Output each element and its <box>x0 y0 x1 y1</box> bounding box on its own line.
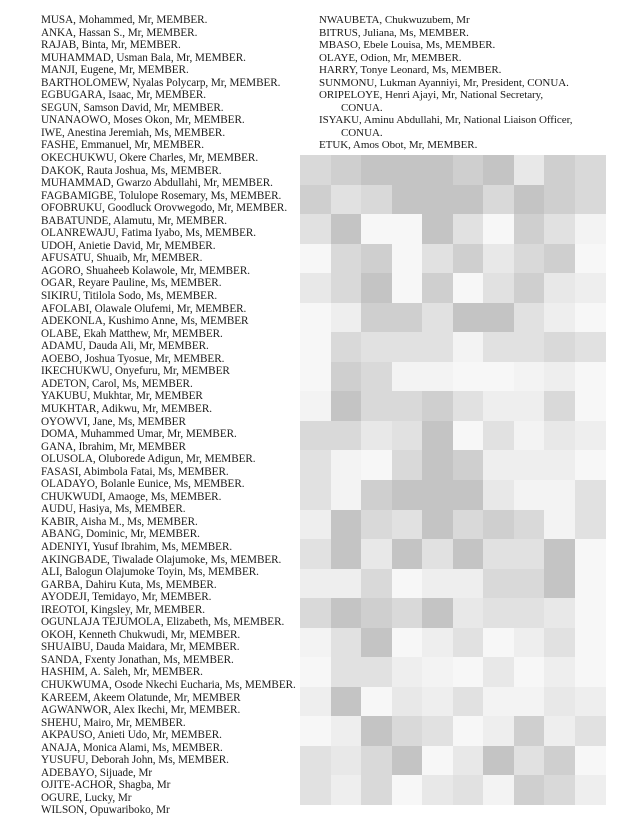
redaction-pixel <box>514 569 545 599</box>
member-entry: ADETON, Carol, Ms, MEMBER. <box>41 377 193 390</box>
redaction-pixel <box>514 539 545 569</box>
redaction-pixel <box>361 716 392 746</box>
redaction-pixel <box>392 598 423 628</box>
redaction-pixel <box>422 450 453 480</box>
member-entry: IREOTOI, Kingsley, Mr, MEMBER. <box>41 603 205 616</box>
redaction-pixel <box>575 628 606 658</box>
redaction-pixel <box>544 421 575 451</box>
member-entry: SANDA, Fxenty Jonathan, Ms, MEMBER. <box>41 653 234 666</box>
redaction-pixel <box>422 244 453 274</box>
redaction-pixel <box>514 687 545 717</box>
redaction-pixel <box>575 155 606 185</box>
redaction-pixel <box>544 362 575 392</box>
member-list-right-column <box>319 14 611 152</box>
redaction-pixel <box>453 155 484 185</box>
redaction-pixel <box>300 657 331 687</box>
redaction-pixel <box>453 214 484 244</box>
redaction-pixel <box>575 185 606 215</box>
redaction-pixel <box>514 332 545 362</box>
redaction-pixel <box>361 155 392 185</box>
redaction-pixel <box>453 746 484 776</box>
member-entry: OLUSOLA, Oluborede Adigun, Mr, MEMBER. <box>41 453 256 466</box>
redaction-pixel <box>422 391 453 421</box>
redaction-pixel <box>483 303 514 333</box>
member-entry: RAJAB, Binta, Mr, MEMBER. <box>41 39 181 52</box>
member-entry: BABATUNDE, Alamutu, Mr, MEMBER. <box>41 214 228 227</box>
redaction-pixel <box>392 244 423 274</box>
member-entry: FAGBAMIGBE, Tolulope Rosemary, Ms, MEMBER. <box>41 189 282 202</box>
member-entry: ALI, Balogun Olajumoke Toyin, Ms, MEMBER. <box>41 566 259 579</box>
redaction-pixel <box>422 598 453 628</box>
redaction-pixel <box>392 214 423 244</box>
member-entry: OLADAYO, Bolanle Eunice, Ms, MEMBER. <box>41 478 245 491</box>
member-entry: DAKOK, Rauta Joshua, Ms, MEMBER. <box>41 164 222 177</box>
redaction-pixel <box>300 362 331 392</box>
redaction-pixel <box>575 510 606 540</box>
redaction-pixel <box>514 657 545 687</box>
redaction-pixel <box>300 421 331 451</box>
redaction-pixel <box>575 273 606 303</box>
redaction-pixel <box>575 303 606 333</box>
member-entry: FASHE, Emmanuel, Mr, MEMBER. <box>41 139 204 152</box>
redaction-pixel <box>331 421 362 451</box>
redaction-pixel <box>544 657 575 687</box>
member-entry: EGBUGARA, Isaac, Mr, MEMBER. <box>41 89 207 102</box>
redaction-pixel <box>544 185 575 215</box>
redaction-pixel <box>300 539 331 569</box>
member-entry: SHUAIBU, Dauda Maidara, Mr, MEMBER. <box>41 641 240 654</box>
redaction-pixel <box>300 214 331 244</box>
redaction-pixel <box>392 628 423 658</box>
redaction-pixel <box>392 687 423 717</box>
member-entry: GARBA, Dahiru Kuta, Ms, MEMBER. <box>41 578 217 591</box>
member-entry: HARRY, Tonye Leonard, Ms, MEMBER. <box>319 64 502 77</box>
redaction-pixel <box>331 539 362 569</box>
redaction-pixel <box>331 598 362 628</box>
redaction-pixel <box>544 332 575 362</box>
redaction-pixel <box>361 362 392 392</box>
redaction-pixel <box>483 480 514 510</box>
redaction-pixel <box>483 598 514 628</box>
member-entry: ABANG, Dominic, Mr, MEMBER. <box>41 528 200 541</box>
redaction-pixel <box>453 480 484 510</box>
redaction-pixel <box>453 569 484 599</box>
redaction-pixel <box>361 303 392 333</box>
redaction-pixel <box>483 687 514 717</box>
member-entry: OYOWVI, Jane, Ms, MEMBER <box>41 415 186 428</box>
member-entry-continuation: CONUA. <box>341 101 383 114</box>
redaction-pixel <box>453 510 484 540</box>
redaction-pixel <box>483 214 514 244</box>
member-entry: HASHIM, A. Saleh, Mr, MEMBER. <box>41 666 203 679</box>
redaction-pixel <box>422 214 453 244</box>
member-entry: ANKA, Hassan S., Mr, MEMBER. <box>41 26 198 39</box>
redaction-pixel <box>453 362 484 392</box>
redaction-pixel <box>575 362 606 392</box>
redaction-pixel <box>575 746 606 776</box>
redaction-pixel <box>300 746 331 776</box>
redaction-pixel <box>544 214 575 244</box>
redaction-pixel <box>361 628 392 658</box>
redaction-pixel <box>483 716 514 746</box>
redaction-pixel <box>514 185 545 215</box>
redacted-pixelated-region <box>300 155 605 805</box>
redaction-pixel <box>544 155 575 185</box>
redaction-pixel <box>575 391 606 421</box>
redaction-pixel <box>361 244 392 274</box>
redaction-pixel <box>361 450 392 480</box>
member-entry: YAKUBU, Mukhtar, Mr, MEMBER <box>41 390 203 403</box>
redaction-pixel <box>392 332 423 362</box>
member-entry: AKINGBADE, Tiwalade Olajumoke, Ms, MEMBER. <box>41 553 282 566</box>
redaction-pixel <box>422 155 453 185</box>
redaction-pixel <box>361 539 392 569</box>
member-entry: BARTHOLOMEW, Nyalas Polycarp, Mr, MEMBER. <box>41 76 281 89</box>
member-entry: OJITE-ACHOR, Shagba, Mr <box>41 779 171 792</box>
member-entry: MUKHTAR, Adikwu, Mr, MEMBER. <box>41 402 212 415</box>
redaction-pixel <box>453 244 484 274</box>
redaction-pixel <box>392 362 423 392</box>
redaction-pixel <box>575 421 606 451</box>
redaction-pixel <box>392 273 423 303</box>
member-entry: IKECHUKWU, Onyefuru, Mr, MEMBER <box>41 365 230 378</box>
redaction-pixel <box>575 214 606 244</box>
redaction-pixel <box>300 273 331 303</box>
redaction-pixel <box>544 775 575 805</box>
member-entry: ADAMU, Dauda Ali, Mr, MEMBER. <box>41 340 209 353</box>
redaction-pixel <box>392 657 423 687</box>
redaction-pixel <box>331 273 362 303</box>
member-entry: BITRUS, Juliana, Ms, MEMBER. <box>319 26 469 39</box>
redaction-pixel <box>392 539 423 569</box>
redaction-pixel <box>483 421 514 451</box>
redaction-pixel <box>483 273 514 303</box>
redaction-pixel <box>300 244 331 274</box>
member-entry: AGORO, Shuaheeb Kolawole, Mr, MEMBER. <box>41 264 251 277</box>
redaction-pixel <box>361 214 392 244</box>
redaction-pixel <box>544 716 575 746</box>
redaction-pixel <box>392 716 423 746</box>
redaction-pixel <box>544 450 575 480</box>
member-entry: ETUK, Amos Obot, Mr, MEMBER. <box>319 139 478 152</box>
redaction-pixel <box>514 775 545 805</box>
redaction-pixel <box>514 244 545 274</box>
member-entry: AFOLABI, Olawale Olufemi, Mr, MEMBER. <box>41 302 247 315</box>
redaction-pixel <box>300 185 331 215</box>
redaction-pixel <box>483 539 514 569</box>
redaction-pixel <box>361 598 392 628</box>
redaction-pixel <box>422 332 453 362</box>
member-entry: FASASI, Abimbola Fatai, Ms, MEMBER. <box>41 465 229 478</box>
redaction-pixel <box>544 628 575 658</box>
member-entry: OGAR, Reyare Pauline, Ms, MEMBER. <box>41 277 222 290</box>
redaction-pixel <box>392 303 423 333</box>
redaction-pixel <box>544 391 575 421</box>
redaction-pixel <box>483 746 514 776</box>
member-entry: OFOBRUKU, Goodluck Orovwegodo, Mr, MEMBER. <box>41 202 288 215</box>
redaction-pixel <box>453 716 484 746</box>
redaction-pixel <box>392 775 423 805</box>
member-entry: GANA, Ibrahim, Mr, MEMBER <box>41 440 186 453</box>
redaction-pixel <box>331 391 362 421</box>
member-entry: KAREEM, Akeem Olatunde, Mr, MEMBER <box>41 691 241 704</box>
redaction-pixel <box>514 598 545 628</box>
redaction-pixel <box>300 155 331 185</box>
redaction-pixel <box>575 480 606 510</box>
redaction-pixel <box>514 155 545 185</box>
redaction-pixel <box>514 480 545 510</box>
redaction-pixel <box>453 273 484 303</box>
redaction-pixel <box>575 569 606 599</box>
redaction-pixel <box>453 391 484 421</box>
redaction-pixel <box>544 273 575 303</box>
redaction-pixel <box>300 510 331 540</box>
redaction-pixel <box>331 746 362 776</box>
member-entry: ANAJA, Monica Alami, Ms, MEMBER. <box>41 741 223 754</box>
redaction-pixel <box>361 391 392 421</box>
redaction-pixel <box>300 480 331 510</box>
redaction-pixel <box>300 687 331 717</box>
redaction-pixel <box>300 628 331 658</box>
redaction-pixel <box>453 775 484 805</box>
redaction-pixel <box>544 598 575 628</box>
member-entry: YUSUFU, Deborah John, Ms, MEMBER. <box>41 754 229 767</box>
redaction-pixel <box>422 657 453 687</box>
redaction-pixel <box>544 687 575 717</box>
redaction-pixel <box>422 539 453 569</box>
member-entry: OGURE, Lucky, Mr <box>41 791 132 804</box>
redaction-pixel <box>361 510 392 540</box>
redaction-pixel <box>392 746 423 776</box>
redaction-pixel <box>361 421 392 451</box>
redaction-pixel <box>361 657 392 687</box>
member-entry: OKOH, Kenneth Chukwudi, Mr, MEMBER. <box>41 628 241 641</box>
member-entry: OLABE, Ekah Matthew, Mr, MEMBER. <box>41 327 223 340</box>
member-entry: SHEHU, Mairo, Mr, MEMBER. <box>41 716 186 729</box>
redaction-pixel <box>331 775 362 805</box>
member-entry: ADENIYI, Yusuf Ibrahim, Ms, MEMBER. <box>41 540 233 553</box>
member-entry: AYODEJI, Temidayo, Mr, MEMBER. <box>41 591 212 604</box>
redaction-pixel <box>300 775 331 805</box>
redaction-pixel <box>544 539 575 569</box>
redaction-pixel <box>422 480 453 510</box>
redaction-pixel <box>331 155 362 185</box>
redaction-pixel <box>422 775 453 805</box>
redaction-pixel <box>575 716 606 746</box>
redaction-pixel <box>392 391 423 421</box>
redaction-pixel <box>483 155 514 185</box>
member-entry: CHUKWUMA, Osode Nkechi Eucharia, Ms, MEMBER. <box>41 678 296 691</box>
redaction-pixel <box>575 687 606 717</box>
redaction-pixel <box>514 421 545 451</box>
redaction-pixel <box>331 450 362 480</box>
redaction-pixel <box>331 303 362 333</box>
redaction-pixel <box>544 569 575 599</box>
redaction-pixel <box>361 185 392 215</box>
member-entry: AOEBO, Joshua Tyosue, Mr, MEMBER. <box>41 352 225 365</box>
redaction-pixel <box>361 332 392 362</box>
redaction-pixel <box>331 569 362 599</box>
redaction-pixel <box>514 450 545 480</box>
member-entry: AUDU, Hasiya, Ms, MEMBER. <box>41 503 186 516</box>
member-entry-continuation: CONUA. <box>341 126 383 139</box>
redaction-pixel <box>544 480 575 510</box>
redaction-pixel <box>575 332 606 362</box>
redaction-pixel <box>544 510 575 540</box>
redaction-pixel <box>483 510 514 540</box>
redaction-pixel <box>422 746 453 776</box>
redaction-pixel <box>392 421 423 451</box>
redaction-pixel <box>483 391 514 421</box>
redaction-pixel <box>331 716 362 746</box>
member-entry: OLAYE, Odion, Mr, MEMBER. <box>319 51 462 64</box>
redaction-pixel <box>422 362 453 392</box>
redaction-pixel <box>392 480 423 510</box>
redaction-pixel <box>483 569 514 599</box>
member-entry: MUHAMMAD, Gwarzo Abdullahi, Mr, MEMBER. <box>41 177 273 190</box>
redaction-pixel <box>361 480 392 510</box>
redaction-pixel <box>575 657 606 687</box>
redaction-pixel <box>331 480 362 510</box>
member-entry: AFUSATU, Shuaib, Mr, MEMBER. <box>41 252 203 265</box>
redaction-pixel <box>422 303 453 333</box>
redaction-pixel <box>361 569 392 599</box>
redaction-pixel <box>331 510 362 540</box>
redaction-pixel <box>300 303 331 333</box>
redaction-pixel <box>514 391 545 421</box>
redaction-pixel <box>300 391 331 421</box>
redaction-pixel <box>331 657 362 687</box>
member-entry: MBASO, Ebele Louisa, Ms, MEMBER. <box>319 39 496 52</box>
member-entry: AKPAUSO, Anieti Udo, Mr, MEMBER. <box>41 729 222 742</box>
redaction-pixel <box>361 775 392 805</box>
redaction-pixel <box>392 450 423 480</box>
redaction-pixel <box>331 214 362 244</box>
member-entry: CHUKWUDI, Amaoge, Ms, MEMBER. <box>41 490 222 503</box>
member-entry: MUHAMMAD, Usman Bala, Mr, MEMBER. <box>41 51 246 64</box>
redaction-pixel <box>514 510 545 540</box>
redaction-pixel <box>300 332 331 362</box>
redaction-pixel <box>453 303 484 333</box>
redaction-pixel <box>544 746 575 776</box>
redaction-pixel <box>300 716 331 746</box>
redaction-pixel <box>392 185 423 215</box>
member-entry: SEGUN, Samson David, Mr, MEMBER. <box>41 101 224 114</box>
redaction-pixel <box>514 214 545 244</box>
member-entry: ADEKONLA, Kushimo Anne, Ms, MEMBER <box>41 315 249 328</box>
member-entry: ORIPELOYE, Henri Ajayi, Mr, National Secretary, <box>319 89 544 102</box>
redaction-pixel <box>361 746 392 776</box>
member-list-left-column <box>41 14 299 817</box>
member-entry: OKECHUKWU, Okere Charles, Mr, MEMBER. <box>41 152 259 165</box>
redaction-pixel <box>300 598 331 628</box>
redaction-pixel <box>331 332 362 362</box>
member-entry: WILSON, Opuwariboko, Mr <box>41 804 170 817</box>
redaction-pixel <box>422 273 453 303</box>
redaction-pixel <box>453 332 484 362</box>
redaction-pixel <box>453 539 484 569</box>
member-entry: ISYAKU, Aminu Abdullahi, Mr, National Liaison Officer, <box>319 114 573 127</box>
redaction-pixel <box>331 185 362 215</box>
member-entry: KABIR, Aisha M., Ms, MEMBER. <box>41 515 198 528</box>
redaction-pixel <box>544 244 575 274</box>
redaction-pixel <box>331 628 362 658</box>
member-entry: OGUNLAJA TEJUMOLA, Elizabeth, Ms, MEMBER. <box>41 616 285 629</box>
redaction-pixel <box>453 628 484 658</box>
member-entry: NWAUBETA, Chukwuzubem, Mr <box>319 14 470 26</box>
redaction-pixel <box>300 569 331 599</box>
redaction-pixel <box>575 539 606 569</box>
member-entry: OLANREWAJU, Fatima Iyabo, Ms, MEMBER. <box>41 227 257 240</box>
redaction-pixel <box>392 510 423 540</box>
redaction-pixel <box>453 421 484 451</box>
redaction-pixel <box>331 687 362 717</box>
redaction-pixel <box>514 628 545 658</box>
redaction-pixel <box>300 450 331 480</box>
redaction-pixel <box>361 273 392 303</box>
member-entry: SIKIRU, Titilola Sodo, Ms, MEMBER. <box>41 290 218 303</box>
redaction-pixel <box>575 244 606 274</box>
redaction-pixel <box>483 775 514 805</box>
redaction-pixel <box>453 185 484 215</box>
member-entry: UNANAOWO, Moses Okon, Mr, MEMBER. <box>41 114 245 127</box>
member-entry: MANJI, Eugene, Mr, MEMBER. <box>41 64 189 77</box>
redaction-pixel <box>422 510 453 540</box>
redaction-pixel <box>483 185 514 215</box>
redaction-pixel <box>422 716 453 746</box>
redaction-pixel <box>331 244 362 274</box>
member-entry: IWE, Anestina Jeremiah, Ms, MEMBER. <box>41 126 226 139</box>
redaction-pixel <box>483 244 514 274</box>
redaction-pixel <box>392 569 423 599</box>
redaction-pixel <box>514 362 545 392</box>
redaction-pixel <box>483 628 514 658</box>
redaction-pixel <box>514 273 545 303</box>
redaction-pixel <box>483 332 514 362</box>
redaction-pixel <box>422 687 453 717</box>
member-entry: AGWANWOR, Alex Ikechi, Mr, MEMBER. <box>41 704 241 717</box>
member-entry: SUNMONU, Lukman Ayanniyi, Mr, President, CONUA. <box>319 76 569 89</box>
redaction-pixel <box>483 657 514 687</box>
redaction-pixel <box>392 155 423 185</box>
redaction-pixel <box>453 687 484 717</box>
redaction-pixel <box>483 362 514 392</box>
member-entry: ADEBAYO, Sijuade, Mr <box>41 766 153 779</box>
redaction-pixel <box>514 303 545 333</box>
redaction-pixel <box>422 185 453 215</box>
member-entry: UDOH, Anietie David, Mr, MEMBER. <box>41 239 216 252</box>
redaction-pixel <box>483 450 514 480</box>
redaction-pixel <box>575 450 606 480</box>
redaction-pixel <box>514 746 545 776</box>
redaction-pixel <box>361 687 392 717</box>
redaction-pixel <box>514 716 545 746</box>
member-entry: MUSA, Mohammed, Mr, MEMBER. <box>41 14 208 26</box>
redaction-pixel <box>575 598 606 628</box>
redaction-pixel <box>453 657 484 687</box>
member-entry: DOMA, Muhammed Umar, Mr, MEMBER. <box>41 428 237 441</box>
redaction-pixel <box>422 569 453 599</box>
redaction-pixel <box>575 775 606 805</box>
redaction-pixel <box>422 628 453 658</box>
redaction-pixel <box>544 303 575 333</box>
redaction-pixel <box>453 450 484 480</box>
redaction-pixel <box>422 421 453 451</box>
redaction-pixel <box>331 362 362 392</box>
redaction-pixel <box>453 598 484 628</box>
